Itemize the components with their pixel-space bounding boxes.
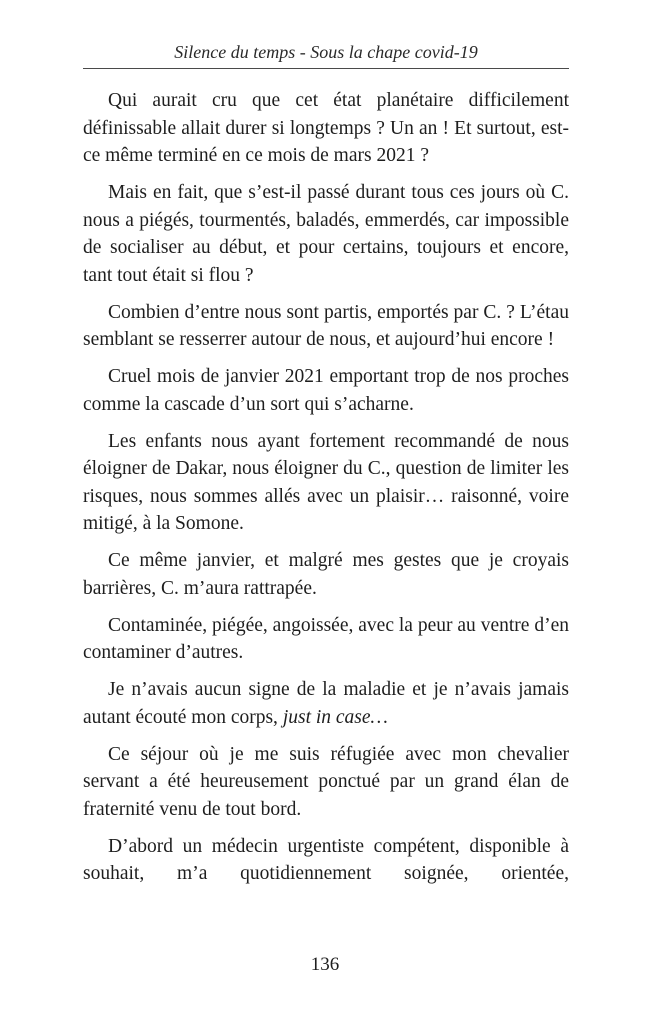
paragraph: Les enfants nous ayant fortement recommandé de nous éloigner de Dakar, nous éloigner du C., question de limiter les risques, nous sommes allés avec un plaisir… raisonné, voire mitigé, à la Somone. [83,430,569,534]
header-rule [83,68,569,69]
paragraph: Ce même janvier, et malgré mes gestes que je croyais barrières, C. m’aura rattrapée. [83,550,569,599]
running-header: Silence du temps - Sous la chape covid-19 [174,42,478,62]
paragraph-text: Je n’avais aucun signe de la maladie et je n’avais jamais autant écouté mon corps, [83,679,569,728]
paragraph: Contaminée, piégée, angoissée, avec la peur au ventre d’en contaminer d’autres. [83,614,569,663]
paragraph: Mais en fait, que s’est-il passé durant tous ces jours où C. nous a piégés, tourmentés, baladés, emmerdés, car impossible de socialiser au début, et pour certains, toujours et encore, tant tout était si flou ? [83,182,569,286]
italic-phrase: just in case… [282,706,388,728]
page-body [83,87,569,897]
paragraph [83,676,569,731]
paragraph: Qui aurait cru que cet état planétaire difficilement définissable allait durer si longtemps ? Un an ! Et surtout, est-ce même terminé en ce mois de mars 2021 ? [83,90,569,166]
page-number: 136 [310,954,340,975]
paragraph: Combien d’entre nous sont partis, emportés par C. ? L’étau semblant se resserrer autour de nous, et aujourd’hui encore ! [83,301,569,350]
paragraph: Ce séjour où je me suis réfugiée avec mon chevalier servant a été heureusement ponctué par un grand élan de fraternité venu de tout bord. [83,743,569,820]
paragraph: Cruel mois de janvier 2021 emportant trop de nos proches comme la cascade d’un sort qui s’acharne. [83,366,569,415]
paragraph-continued: D’abord un médecin urgentiste compétent, disponible à souhait, m’a quotidiennement soignée, orientée, [83,835,569,884]
